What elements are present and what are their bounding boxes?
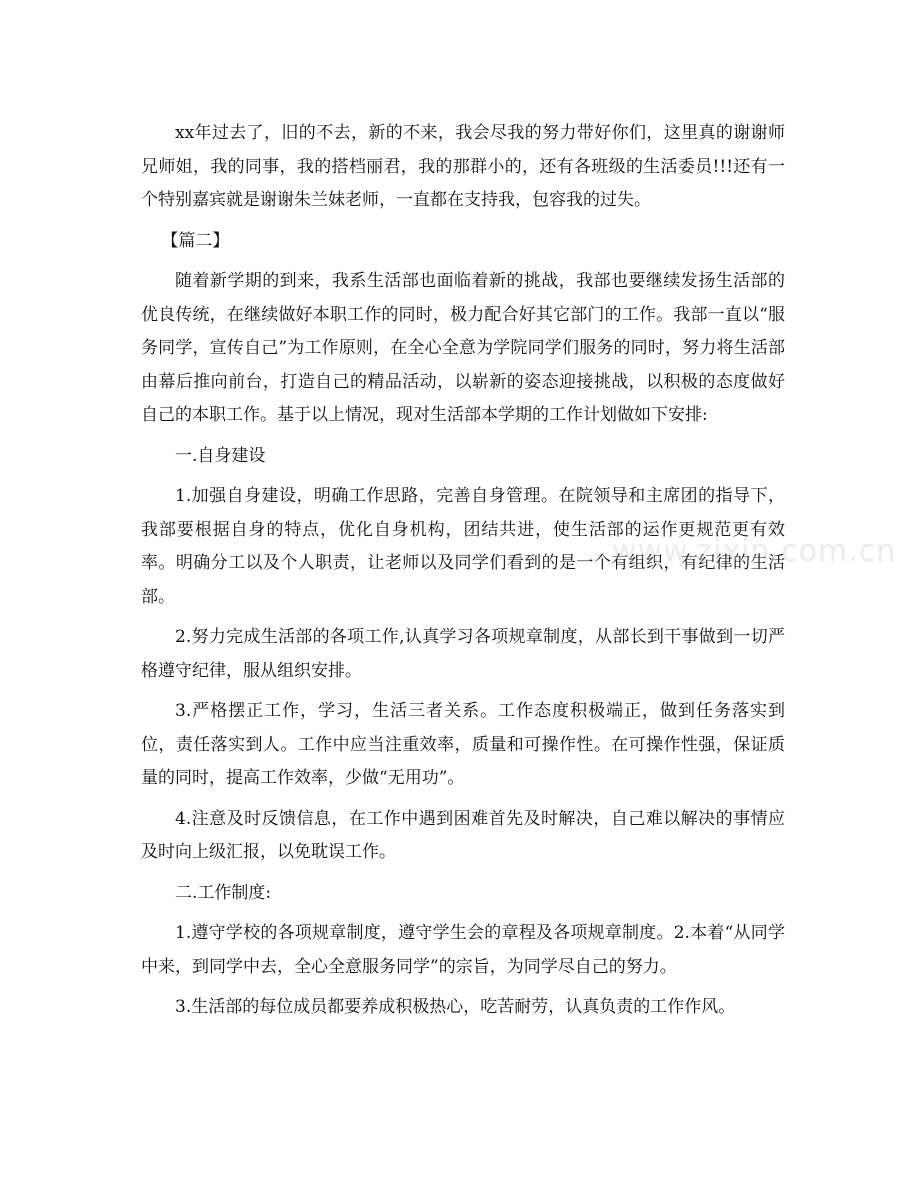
paragraph-closing: xx年过去了，旧的不去，新的不来，我会尽我的努力带好你们，这里真的谢谢师兄师姐，我的同事，我的搭档丽君，我的那群小的，还有各班级的生活委员!!!还有一个特别嘉宾就是谢谢朱兰妹老师，一直都在支持我，包容我的过失。 bbox=[141, 123, 785, 210]
paragraph-intro: 随着新学期的到来，我系生活部也面临着新的挑战，我部也要继续发扬生活部的优良传统，在继续做好本职工作的同时，极力配合好其它部门的工作。我部一直以“服务同学，宣传自己”为工作原则，在全心全意为学院同学们服务的同时，努力将生活部由幕后推向前台，打造自己的精品活动，以崭新的姿态迎接挑战，以积极的态度做好自己的本职工作。基于以上情况，现对生活部本学期的工作计划做如下安排: bbox=[141, 271, 785, 425]
watermark: www.zixin.com.cn bbox=[612, 534, 897, 569]
list-item: 3.严格摆正工作，学习，生活三者关系。工作态度积极端正，做到任务落实到位，责任落实到人。工作中应当注重效率，质量和可操作性。在可操作性强，保证质量的同时，提高工作效率，少做“无用功”。 bbox=[141, 701, 785, 788]
section-heading-work-system: 二.工作制度: bbox=[175, 882, 272, 903]
list-item: 4.注意及时反馈信息，在工作中遇到困难首先及时解决，自己难以解决的事情应及时向上级汇报，以免耽误工作。 bbox=[141, 808, 785, 862]
list-item: 1.遵守学校的各项规章制度，遵守学生会的章程及各项规章制度。2.本着“从同学中来，到同学中去，全心全意服务同学”的宗旨，为同学尽自己的努力。 bbox=[141, 923, 785, 977]
list-item: 3.生活部的每位成员都要养成积极热心，吃苦耐劳，认真负责的工作作风。 bbox=[175, 997, 736, 1017]
list-item: 1.加强自身建设，明确工作思路，完善自身管理。在院领导和主席团的指导下，我部要根据自身的特点，优化自身机构，团结共进，使生活部的运作更规范更有效率。明确分工以及个人职责，让老师以及同学们看到的是一个有组织，有纪律的生活部。 bbox=[141, 486, 785, 607]
list-item: 2.努力完成生活部的各项工作,认真学习各项规章制度，从部长到干事做到一切严格遵守纪律，服从组织安排。 bbox=[141, 627, 785, 681]
document-body bbox=[141, 117, 785, 1032]
section-heading-self-building: 一.自身建设 bbox=[175, 445, 266, 466]
section-heading-part-two: 【篇二】 bbox=[161, 230, 230, 251]
